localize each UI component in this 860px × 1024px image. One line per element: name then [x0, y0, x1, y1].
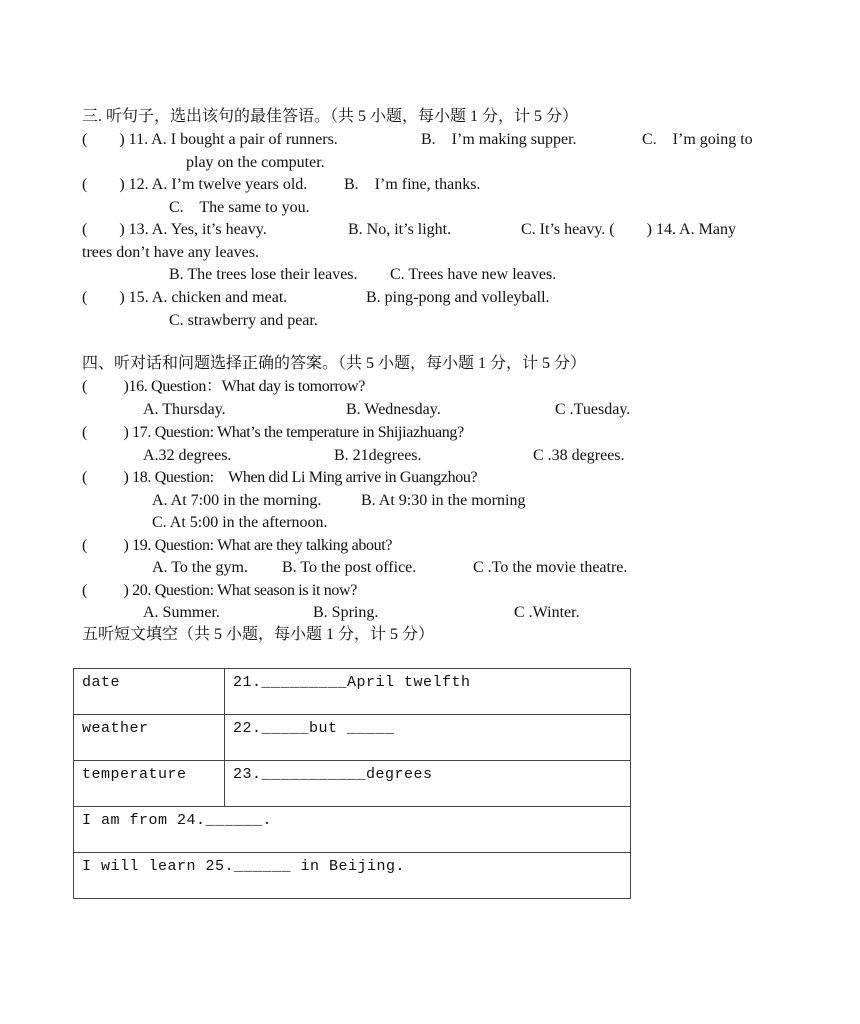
- q19-option-c: C .To the movie theatre.: [473, 559, 628, 576]
- q14-option-b: B. The trees lose their leaves.: [169, 266, 358, 283]
- q18-question: ( ) 18. Question: When did Li Ming arrive in Guangzhou?: [82, 469, 478, 486]
- q15-option-a: ( ) 15. A. chicken and meat.: [82, 289, 288, 306]
- q15-option-c: C. strawberry and pear.: [169, 312, 318, 329]
- q15-option-b: B. ping-pong and volleyball.: [366, 289, 550, 306]
- q12-option-c: C. The same to you.: [169, 199, 310, 216]
- row-label-weather: weather: [74, 715, 225, 761]
- blank-22: 22._____but _____: [225, 715, 631, 761]
- table-row: [74, 761, 631, 807]
- q16-question: ( )16. Question：What day is tomorrow?: [82, 378, 365, 395]
- q17-option-c: C .38 degrees.: [533, 447, 625, 464]
- q13-option-c: C. It’s heavy. ( ) 14. A. Many: [521, 221, 736, 238]
- q11-option-c: C. I’m going to: [642, 131, 753, 148]
- q19-option-b: B. To the post office.: [282, 559, 417, 576]
- row-label-date: date: [74, 669, 225, 715]
- blank-23: 23.___________degrees: [225, 761, 631, 807]
- q20-option-c: C .Winter.: [514, 604, 580, 621]
- q12-option-b: B. I’m fine, thanks.: [344, 176, 481, 193]
- q18-option-a: A. At 7:00 in the morning.: [152, 492, 322, 509]
- q19-question: ( ) 19. Question: What are they talking about?: [82, 537, 393, 554]
- table-row: [74, 715, 631, 761]
- blank-24: I am from 24.______.: [74, 807, 631, 853]
- q14-option-a-cont: trees don’t have any leaves.: [82, 244, 259, 261]
- blank-25: I will learn 25.______ in Beijing.: [74, 853, 631, 899]
- q20-question: ( ) 20. Question: What season is it now?: [82, 582, 357, 599]
- table-row: [74, 669, 631, 715]
- q11-option-b: B. I’m making supper.: [421, 131, 577, 148]
- q17-question: ( ) 17. Question: What’s the temperature in Shijiazhuang?: [82, 424, 464, 441]
- section-3-heading: 三. 听句子，选出该句的最佳答语。（共 5 小题，每小题 1 分，计 5 分）: [82, 108, 579, 125]
- q20-option-b: B. Spring.: [313, 604, 379, 621]
- blank-21: 21._________April twelfth: [225, 669, 631, 715]
- q11-option-c-cont: play on the computer.: [186, 154, 325, 171]
- q20-option-a: A. Summer.: [143, 604, 220, 621]
- q19-option-a: A. To the gym.: [152, 559, 248, 576]
- q11-option-a: ( ) 11. A. I bought a pair of runners.: [82, 131, 338, 148]
- q13-option-b: B. No, it’s light.: [348, 221, 452, 238]
- fill-in-table: [73, 668, 631, 899]
- q18-option-c: C. At 5:00 in the afternoon.: [152, 514, 328, 531]
- table-row: [74, 807, 631, 853]
- q12-option-a: ( ) 12. A. I’m twelve years old.: [82, 176, 308, 193]
- section-5-heading: 五听短文填空（共 5 小题，每小题 1 分，计 5 分）: [82, 626, 435, 643]
- q14-option-c: C. Trees have new leaves.: [390, 266, 557, 283]
- q16-option-b: B. Wednesday.: [346, 401, 441, 418]
- q16-option-a: A. Thursday.: [143, 401, 226, 418]
- q13-option-a: ( ) 13. A. Yes, it’s heavy.: [82, 221, 267, 238]
- q17-option-b: B. 21degrees.: [334, 447, 422, 464]
- q17-option-a: A.32 degrees.: [143, 447, 232, 464]
- q16-option-c: C .Tuesday.: [555, 401, 631, 418]
- row-label-temperature: temperature: [74, 761, 225, 807]
- q18-option-b: B. At 9:30 in the morning: [361, 492, 526, 509]
- section-4-heading: 四、听对话和问题选择正确的答案。（共 5 小题，每小题 1 分，计 5 分）: [82, 355, 587, 372]
- table-row: [74, 853, 631, 899]
